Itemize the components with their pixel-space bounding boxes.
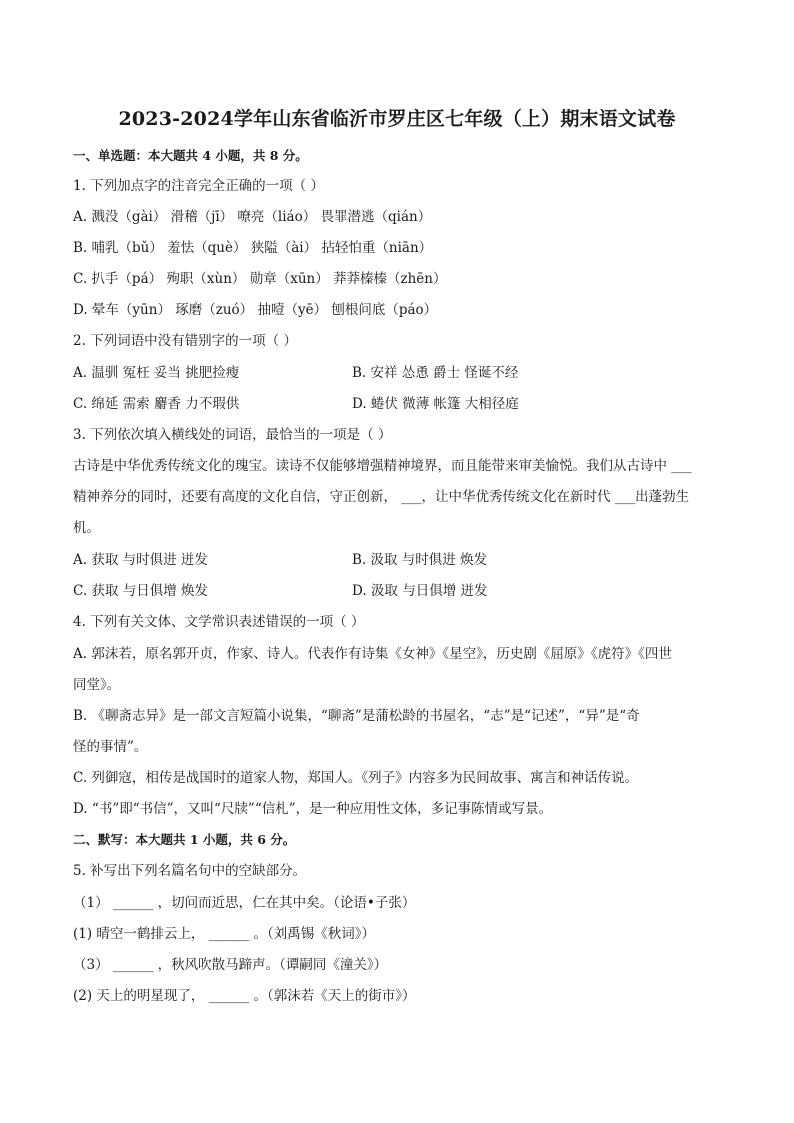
question-1-option-c: C. 扒手（pá） 殉职（xùn） 勋章（xūn） 莽莽榛榛（zhēn） <box>73 271 447 287</box>
question-4-option-b-line-1: B. 《聊斋志异》是一部文言短篇小说集，“聊斋”是蒲松龄的书屋名，“志”是“记述”，“异”是“奇 <box>73 708 640 724</box>
question-5-item-3: （3） ______ ，秋风吹散马蹄声。（谭嗣同《潼关》） <box>73 957 388 973</box>
question-4-option-c: C. 列御寇，相传是战国时的道家人物，郑国人。《列子》内容多为民间故事、寓言和神话传说。 <box>73 770 639 786</box>
question-5-item-4: (2) 天上的明星现了， ______ 。（郭沫若《天上的街市》） <box>73 988 416 1004</box>
question-3-passage-line-2: 精神养分的同时，还要有高度的文化自信，守正创新， ___，让中华优秀传统文化在新时代 ___出蓬勃生 <box>73 489 690 505</box>
question-3-stem: 3. 下列依次填入横线处的词语，最恰当的一项是（ ） <box>73 427 392 443</box>
section-heading-dictation: 二、默写：本大题共 1 小题，共 6 分。 <box>73 832 296 847</box>
question-3-option-c: C. 获取 与日俱增 焕发 <box>73 583 209 599</box>
question-3-option-a: A. 获取 与时俱进 迸发 <box>73 552 208 568</box>
question-2-stem: 2. 下列词语中没有错别字的一项（ ） <box>73 333 297 349</box>
question-4-stem: 4. 下列有关文体、文学常识表述错误的一项（ ） <box>73 614 365 630</box>
section-heading-single-choice: 一、单选题：本大题共 4 小题，共 8 分。 <box>73 148 308 163</box>
question-3-option-b: B. 汲取 与时俱进 焕发 <box>352 552 488 568</box>
question-5-item-1: （1） ______ ，切问而近思，仁在其中矣。（论语•子张） <box>73 895 416 911</box>
question-2-option-a: A. 温驯 冤枉 妥当 挑肥捡瘦 <box>73 365 240 381</box>
question-3-option-d: D. 汲取 与日俱增 迸发 <box>352 583 488 599</box>
question-4-option-a-line-2: 同堂》。 <box>73 677 121 693</box>
question-5-stem: 5. 补写出下列名篇名句中的空缺部分。 <box>73 863 307 879</box>
question-4-option-b-line-2: 怪的事情”。 <box>73 739 148 755</box>
page-title: 2023-2024学年山东省临沂市罗庄区七年级（上）期末语文试卷 <box>118 108 676 130</box>
question-3-passage-line-1: 古诗是中华优秀传统文化的瑰宝。读诗不仅能够增强精神境界，而且能带来审美愉悦。我们从古诗中 ___ <box>73 458 692 474</box>
question-1-stem: 1. 下列加点字的注音完全正确的一项（ ） <box>73 178 324 194</box>
question-1-option-b: B. 哺乳（bǔ） 羞怯（què） 狭隘（ài） 拈轻怕重（niān） <box>73 240 433 256</box>
question-4-option-a-line-1: A. 郭沫若，原名郭开贞，作家、诗人。代表作有诗集《女神》《星空》，历史剧《屈原》《虎符》《四世 <box>73 646 672 662</box>
question-3-passage-line-3: 机。 <box>73 520 100 536</box>
question-2-option-d: D. 蜷伏 微薄 帐篷 大相径庭 <box>352 396 519 412</box>
question-5-item-2: (1) 晴空一鹤排云上， ______ 。（刘禹锡《秋词》） <box>73 926 375 942</box>
question-4-option-d: D. “书”即“书信”，又叫“尺牍”“信札”，是一种应用性文体，多记事陈情或写景。 <box>73 801 553 817</box>
question-2-option-c: C. 绵延 需索 麝香 力不瑕供 <box>73 396 240 412</box>
question-1-option-a: A. 溅没（gài） 滑稽（jī） 嘹亮（liáo） 畏罪潜逃（qián） <box>73 209 432 225</box>
question-1-option-d: D. 晕车（yūn） 琢磨（zuó） 抽噎（yē） 刨根问底（páo） <box>73 302 438 318</box>
question-2-option-b: B. 安祥 怂恿 爵士 怪诞不经 <box>352 365 519 381</box>
